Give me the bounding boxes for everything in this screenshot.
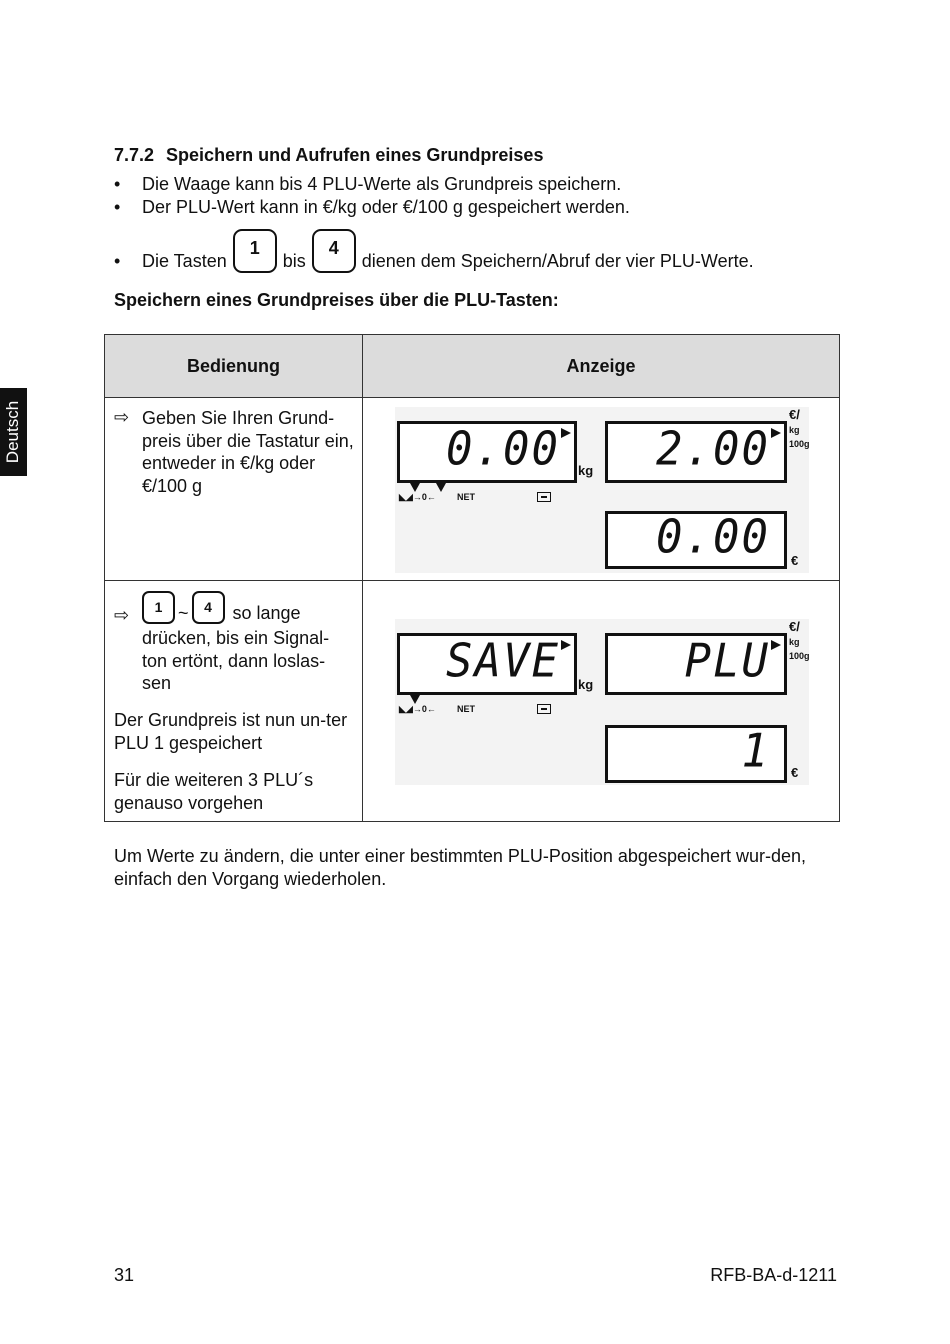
unit-price-display [605,421,787,483]
total-price-value: 1 [741,724,770,779]
bullet-text: bis [282,251,306,271]
bullet-item: • Die Tasten 1 bis 4 dienen dem Speichern/Abruf der vier PLU-Werte. [114,229,844,273]
net-indicator: NET [457,704,475,714]
row1-instruction: Geben Sie Ihren Grund-preis über die Tastatur ein, entweder in €/kg oder €/100 g [142,408,354,496]
net-indicator: NET [457,492,475,502]
section-title: Speichern und Aufrufen eines Grundpreises [166,145,544,165]
indicator-arrow-icon [410,483,420,492]
weight-display [397,421,577,483]
weight-value: SAVE [446,634,560,689]
arrow-icon: ⇨ [114,407,130,427]
euro-per-label: €/ [789,407,800,422]
bullet-text: dienen dem Speichern/Abruf der vier PLU-Werte. [361,251,754,271]
column-header-operation: Bedienung [187,355,280,376]
bullet-item: • Die Waage kann bis 4 PLU-Werte als Grundpreis speichern. [114,174,622,194]
unit-price-value: 2.00 [656,422,770,477]
row2-note-saved: Der Grundpreis ist nun un-ter PLU 1 gespeichert [114,710,348,753]
battery-icon [537,704,551,714]
zero-indicator: ◣◢→0← [399,492,436,502]
bullet-text: Die Waage kann bis 4 PLU-Werte als Grundpreis speichern. [142,174,622,194]
language-tab-label: Deutsch [3,400,23,464]
per-100g-label: 100g [789,439,810,449]
unit-indicator-icon [771,428,781,438]
total-price-display [605,725,787,783]
section-number: 7.7.2 [114,145,155,165]
indicator-arrow-icon [436,483,446,492]
key-1-icon: 1 [142,591,175,624]
arrow-icon: ⇨ [114,605,130,625]
tilde: ~ [178,602,189,623]
subheading: Speichern eines Grundpreises über die PLU-Tasten: [114,290,559,310]
bullet-text: Der PLU-Wert kann in €/kg oder €/100 g gespeichert werden. [142,197,630,217]
unit-price-value: PLU [684,634,770,689]
page-number: 31 [114,1265,135,1285]
key-4-icon: 4 [192,591,225,624]
kg-small-label: kg [789,425,800,435]
stable-indicator-icon [561,640,571,650]
euro-label: € [791,765,799,780]
procedure-table [104,334,840,822]
total-price-display [605,511,787,569]
paragraph: Um Werte zu ändern, die unter einer bestimmten PLU-Position abgespeichert wur-den, einfach den Vorgang wiederholen. [114,846,807,889]
column-divider [362,335,363,821]
row2-key-line [142,591,357,624]
per-100g-label: 100g [789,651,810,661]
row2-instruction-start: so lange [232,602,301,623]
row2-instruction: drücken, bis ein Signal-ton ertönt, dann loslas-sen [142,628,330,693]
language-tab [0,388,27,476]
weight-display [397,633,577,695]
indicator-arrow-icon [410,695,420,704]
document-id: RFB-BA-d-1211 [710,1265,837,1285]
key-1-icon: 1 [233,229,277,273]
bullet-text: Die Tasten [142,251,227,271]
section-heading [114,145,543,166]
row-divider [105,580,839,581]
weight-value: 0.00 [446,422,560,477]
bullet-item: • Der PLU-Wert kann in €/kg oder €/100 g gespeichert werden. [114,197,630,217]
euro-label: € [791,553,799,568]
row2-note-repeat: Für die weiteren 3 PLU´s genauso vorgehen [114,770,314,813]
kg-label: kg [578,677,594,692]
unit-price-display [605,633,787,695]
display-panel [395,619,809,785]
zero-indicator: ◣◢→0← [399,704,436,714]
table-header [105,335,839,398]
battery-icon [537,492,551,502]
display-panel [395,407,809,573]
unit-indicator-icon [771,640,781,650]
euro-per-label: €/ [789,619,800,634]
kg-label: kg [578,463,594,478]
kg-small-label: kg [789,637,800,647]
total-price-value: 0.00 [656,510,770,565]
column-header-display: Anzeige [566,355,636,376]
stable-indicator-icon [561,428,571,438]
key-4-icon: 4 [312,229,356,273]
bullet-list [114,173,844,273]
